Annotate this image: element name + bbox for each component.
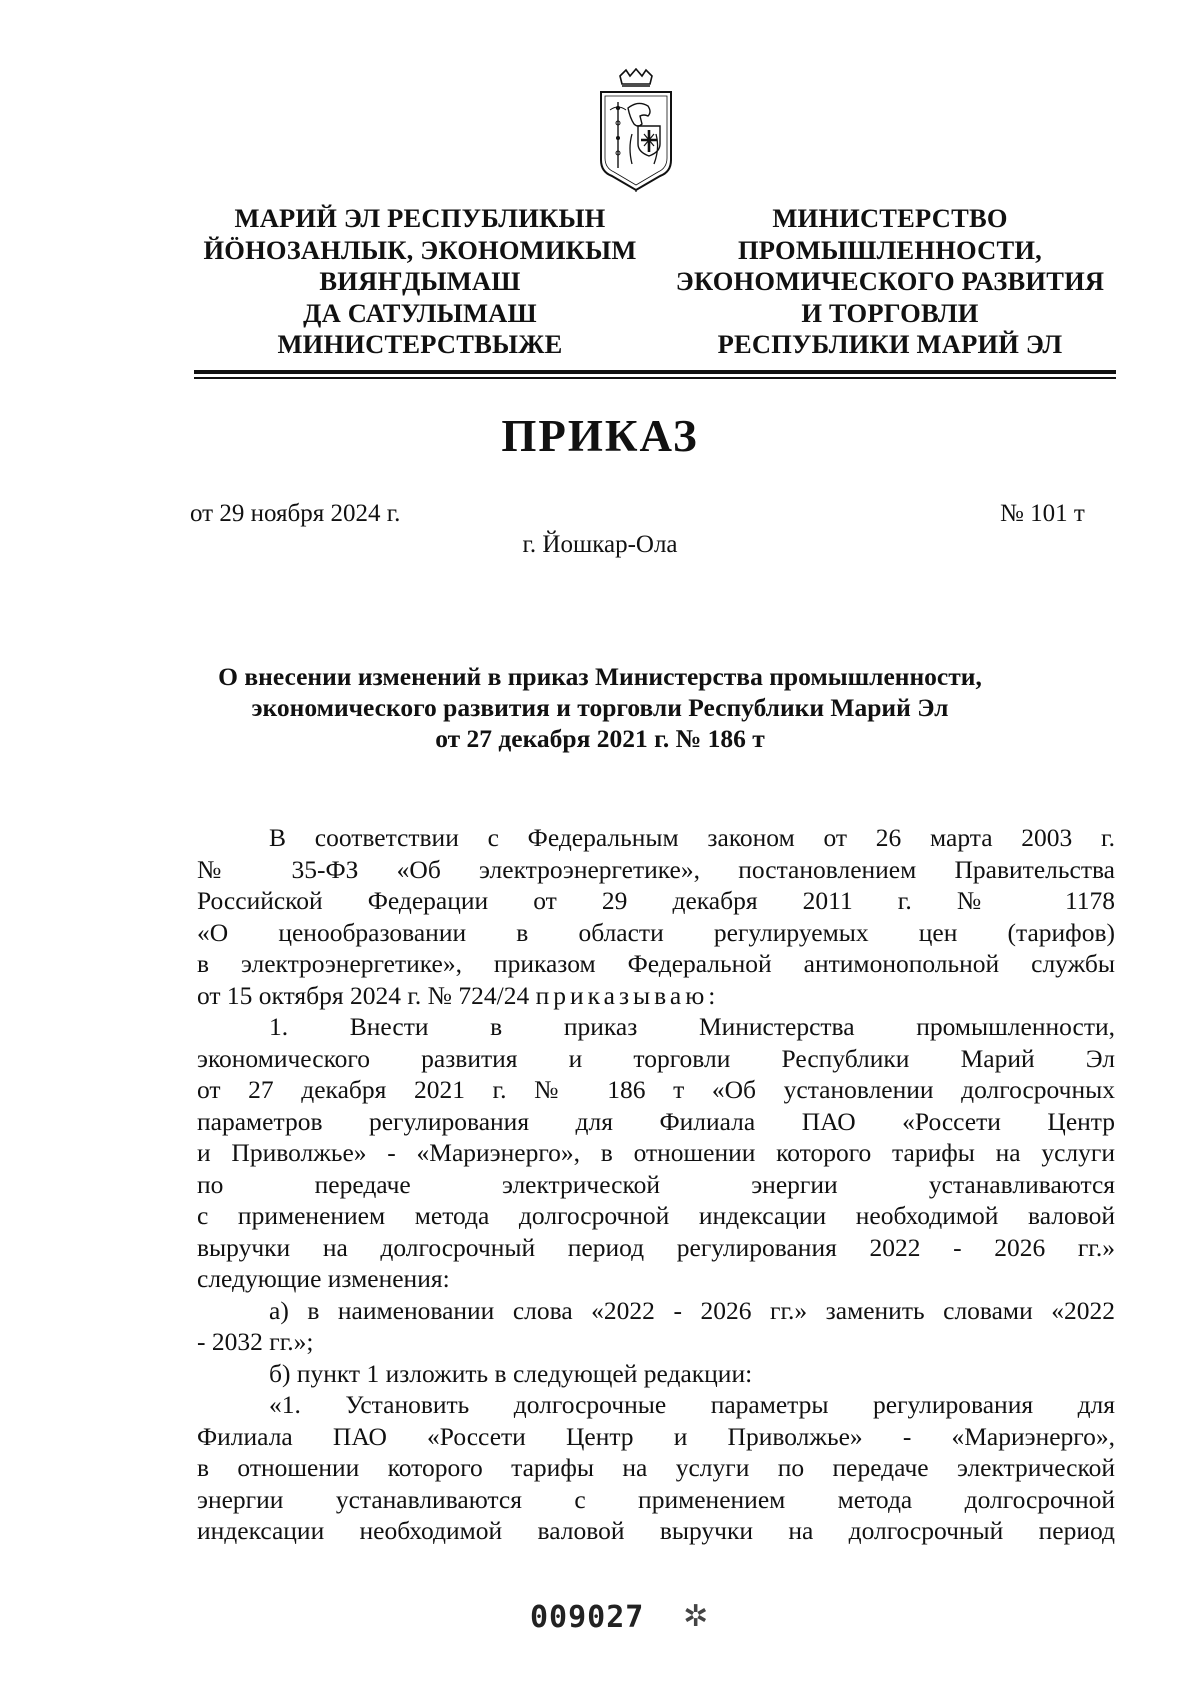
subject-line: О внесении изменений в приказ Министерства промышленности, [218, 662, 982, 691]
body-line: Российской Федерации от 29 декабря 2011 г. № 1178 [197, 886, 1115, 915]
body-line: индексации необходимой валовой выручки на долгосрочный период [197, 1516, 1115, 1545]
ministry-name-mari [195, 203, 645, 361]
header-divider-thick [194, 370, 1116, 374]
body-line: с применением метода долгосрочной индексации необходимой валовой [197, 1201, 1115, 1230]
document-number: № 101 т [1000, 500, 1085, 527]
body-line: № 35-ФЗ «Об электроэнергетике», постановлением Правительства [197, 854, 1115, 884]
header-right-line: РЕСПУБЛИКИ МАРИЙ ЭЛ [717, 329, 1063, 359]
coat-of-arms-emblem [598, 68, 674, 192]
header-right-line: ПРОМЫШЛЕННОСТИ, [737, 234, 1043, 265]
body-line-part: от 15 октября 2024 г. № 724/24 [197, 980, 536, 1010]
body-line: выручки на долгосрочный период регулирования 2022 - 2026 гг.» [197, 1232, 1115, 1262]
star-mark-icon: ✲ [683, 1599, 709, 1634]
header-divider-thin [194, 377, 1116, 379]
body-line: от 27 декабря 2021 г. № 186 т «Об установлении долгосрочных [197, 1075, 1115, 1104]
body-line [197, 980, 1115, 1012]
body-line: параметров регулирования для Филиала ПАО «Россети Центр [197, 1106, 1115, 1136]
header-left-line: ДА САТУЛЫМАШ [303, 297, 537, 328]
header-right-line: И ТОРГОВЛИ [801, 297, 979, 328]
body-line: «1. Установить долгосрочные параметры регулирования для [269, 1390, 1115, 1419]
header-left-line: МИНИСТЕРСТВЫЖЕ [277, 329, 563, 359]
header-right-line: ЭКОНОМИЧЕСКОГО РАЗВИТИЯ [675, 266, 1105, 296]
serial-stamp-number: 009027 [530, 1600, 645, 1635]
body-line: и Приволжье» - «Мариэнерго», в отношении которого тарифы на услуги [197, 1138, 1115, 1167]
body-line: экономического развития и торговли Республики Марий Эл [197, 1043, 1115, 1073]
header-right-line: МИНИСТЕРСТВО [772, 203, 1008, 233]
body-line: а) в наименовании слова «2022 - 2026 гг.» заменить словами «2022 [269, 1295, 1115, 1325]
header-left-line: ВИЯҤДЫМАШ [319, 266, 521, 296]
header-left-line: МАРИЙ ЭЛ РЕСПУБЛИКЫН [234, 203, 606, 233]
body-line: В соответствии с Федеральным законом от 26 марта 2003 г. [269, 823, 1115, 852]
body-line: «О ценообразовании в области регулируемых цен (тарифов) [197, 917, 1115, 947]
body-line: в отношении которого тарифы на услуги по передаче электрической [197, 1453, 1115, 1482]
body-line: - 2032 гг.»; [197, 1327, 314, 1356]
body-line: Филиала ПАО «Россети Центр и Приволжье» - «Мариэнерго», [197, 1421, 1115, 1451]
body-line: в электроэнергетике», приказом Федеральной антимонопольной службы [197, 949, 1115, 978]
document-body [197, 822, 1115, 1547]
subject-line: от 27 декабря 2021 г. № 186 т [435, 724, 765, 753]
order-verb: приказываю: [535, 980, 720, 1010]
body-line: энергии устанавливаются с применением метода долгосрочной [197, 1484, 1115, 1514]
header-left-line: ЙӦНОЗАНЛЫК, ЭКОНОМИКЫМ [203, 234, 637, 265]
document-subject [150, 661, 1050, 754]
subject-line: экономического развития и торговли Республики Марий Эл [251, 693, 949, 722]
body-line: 1. Внести в приказ Министерства промышленности, [269, 1012, 1115, 1041]
document-city: г. Йошкар-Ола [522, 531, 678, 558]
document-date: от 29 ноября 2024 г. [190, 500, 401, 527]
body-line: б) пункт 1 изложить в следующей редакции: [269, 1358, 753, 1388]
document-type-title: ПРИКАЗ [501, 411, 699, 461]
ministry-name-russian [665, 203, 1115, 361]
body-line: по передаче электрической энергии устанавливаются [197, 1169, 1115, 1199]
body-line: следующие изменения: [197, 1264, 450, 1293]
